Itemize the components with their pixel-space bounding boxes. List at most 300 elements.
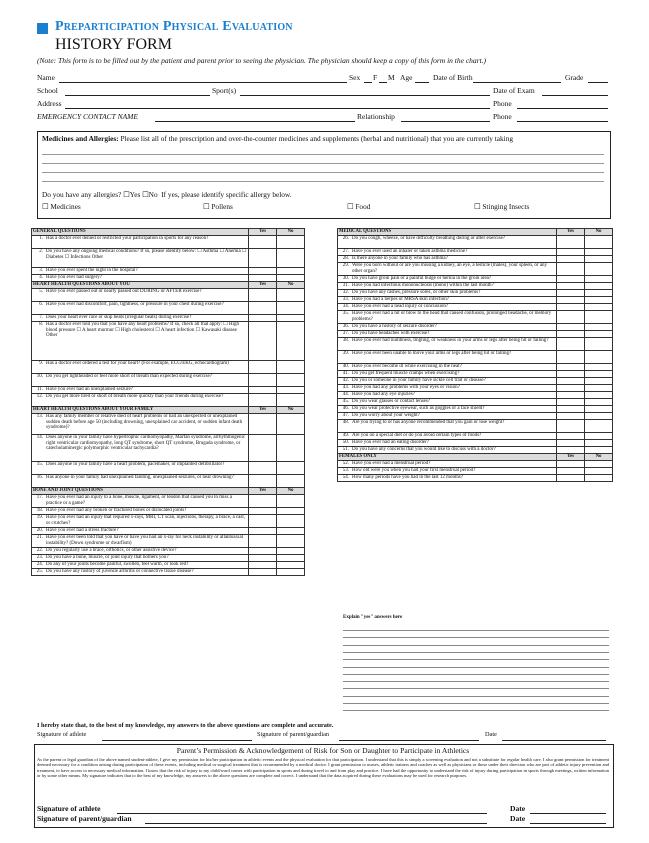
answer-yes-cell[interactable] [557,364,585,371]
answer-no-cell[interactable] [585,311,613,324]
question-row [32,435,305,462]
no-column-header: No [277,229,305,236]
permission-parent-signature[interactable] [145,823,487,824]
question-row [32,548,305,555]
explain-line[interactable] [343,696,609,697]
question-row [338,290,613,297]
right-questions-table [337,228,613,482]
answer-yes-cell[interactable] [249,535,277,548]
question-text: Have you ever become ill while exercising in the heat? [351,364,557,371]
question-number: 44. [338,392,352,399]
yes-column-header: Yes [557,229,585,236]
question-number: 54. [338,475,352,482]
answer-yes-cell[interactable] [249,548,277,555]
yes-column-header: Yes [249,488,277,495]
answer-yes-cell[interactable] [557,276,585,283]
left-questions-table [31,228,305,576]
yes-column-header: Yes [557,454,585,461]
question-number: 37. [338,331,352,338]
answer-yes-cell[interactable] [557,399,585,406]
allergy-no-checkbox[interactable]: ☐ [142,190,149,199]
question-number: 23. [32,555,46,562]
question-text: Have you ever had an injury that required x-rays, MRI, CT scan, injections, therapy, a brace, a cast, or crutches? [45,515,249,528]
question-text: Do you regularly use a brace, orthotics, or other assistive device? [45,548,249,555]
explain-label: Explain "yes" answers here [343,615,403,620]
question-number: 41. [338,371,352,378]
question-number: 45. [338,399,352,406]
answer-yes-cell[interactable] [557,447,585,454]
question-row [32,361,305,374]
answer-no-cell[interactable] [277,249,305,268]
question-number: 3. [32,268,46,275]
question-number: 12. [32,394,46,407]
explain-line[interactable] [343,659,609,660]
no-column-header: No [277,282,305,289]
no-column-header: No [585,229,613,236]
no-column-header: No [585,454,613,461]
question-number: 4. [32,275,46,282]
answer-yes-cell[interactable] [557,468,585,475]
medicines-line[interactable] [42,181,604,182]
question-text: Have you ever used an inhaler or taken asthma medicine? [351,249,557,256]
phone-field[interactable] [517,108,608,109]
question-text: Do you have any rashes, pressure sores, or other skin problems? [351,290,557,297]
answer-yes-cell[interactable] [249,322,277,361]
question-text: Have you had any problems with your eyes or vision? [351,385,557,392]
answer-yes-cell[interactable] [249,414,277,435]
answer-no-cell[interactable] [277,302,305,315]
question-number: 6. [32,302,46,315]
question-text: Have you ever had surgery? [45,275,249,282]
question-row [32,394,305,407]
question-text: Do you have any concerns that you would like to discuss with a doctor? [351,447,557,454]
question-number: 31. [338,283,352,290]
question-row [32,268,305,275]
explain-line[interactable] [343,637,609,638]
section-title: GENERAL QUESTIONS [32,229,249,236]
answer-yes-cell[interactable] [557,236,585,249]
answer-no-cell[interactable] [585,338,613,351]
question-row [338,413,613,420]
answer-yes-cell[interactable] [557,256,585,263]
answer-no-cell[interactable] [585,256,613,263]
date-exam-field[interactable] [542,95,608,96]
question-row [338,276,613,283]
answer-no-cell[interactable] [585,276,613,283]
question-text: Have you ever had any broken or fractured bones or dislocated joints? [45,508,249,515]
question-row [338,447,613,454]
medicines-box [37,131,611,219]
answer-no-cell[interactable] [277,515,305,528]
permission-title: Parent’s Permission & Acknowledgement of Risk for Son or Daughter to Participate in Athletics [176,746,470,755]
question-text: Have you ever passed out or nearly passed out DURING or AFTER exercise? [45,289,249,302]
question-text: Have you ever spent the night in the hospital? [45,268,249,275]
explain-line[interactable] [343,688,609,689]
answer-no-cell[interactable] [277,374,305,387]
question-text: Do you have any ongoing medical conditions? If so, please identify below: ☐ Asthma ☐ Anemia ☐ Diabetes ☐ Infections Other [45,249,249,268]
permission-parent-date[interactable] [530,823,606,824]
answer-no-cell[interactable] [277,495,305,508]
form-title: Preparticipation Physical Evaluation [55,19,293,34]
answer-no-cell[interactable] [277,322,305,361]
medicines-text: Please list all of the prescription and over-the-counter medicines and supplements (herbal and nutritional) that you are currently taking [120,134,513,143]
question-number: 38. [338,338,352,351]
section-header [32,282,305,289]
answer-no-cell[interactable] [585,304,613,311]
answer-yes-cell[interactable] [557,392,585,399]
answer-no-cell[interactable] [585,324,613,331]
question-text: Have you had any eye injuries? [351,392,557,399]
explain-line[interactable] [343,630,609,631]
question-row [338,338,613,351]
relationship-field[interactable] [401,121,490,122]
question-row [338,263,613,276]
section-title: HEART HEALTH QUESTIONS ABOUT YOU [32,282,249,289]
section-header [338,454,613,461]
question-number: 15. [32,462,46,475]
answer-no-cell[interactable] [585,371,613,378]
emergency-phone-field[interactable] [517,121,608,122]
statement-date[interactable] [502,740,606,741]
question-text: Are you trying to or has anyone recommended that you gain or lose weight? [351,420,557,433]
section-header [32,488,305,495]
question-row [32,562,305,569]
question-number: 47. [338,413,352,420]
allergy-yes-checkbox[interactable]: ☐ [123,190,130,199]
answer-yes-cell[interactable] [249,475,277,488]
answer-yes-cell[interactable] [249,562,277,569]
question-row [32,275,305,282]
dob-field[interactable] [473,82,561,83]
answer-yes-cell[interactable] [557,324,585,331]
question-text: Have you ever had an unexplained seizure? [45,387,249,394]
answer-yes-cell[interactable] [249,275,277,282]
question-text: Does anyone in your family have a heart problem, pacemaker, or implanted defibrillator? [45,462,249,475]
answer-yes-cell[interactable] [249,569,277,576]
question-number: 28. [338,256,352,263]
question-row [32,374,305,387]
medicines-line[interactable] [42,163,604,164]
question-row [338,311,613,324]
question-row [32,414,305,435]
question-text: Have you ever had an injury to a bone, muscle, ligament, or tendon that caused you to miss a practice or a game? [45,495,249,508]
answer-yes-cell[interactable] [249,249,277,268]
statement-signature-row: Signature of athlete Signature of parent/guardian Date [37,731,609,742]
answer-no-cell[interactable] [585,290,613,297]
question-number: 9. [32,361,46,374]
answer-no-cell[interactable] [585,406,613,413]
question-row [32,236,305,249]
question-row [338,297,613,304]
age-field[interactable] [415,82,429,83]
question-row [32,508,305,515]
school-field[interactable] [65,95,210,96]
emergency-contact-field[interactable] [155,121,355,122]
answer-no-cell[interactable] [277,569,305,576]
answer-yes-cell[interactable] [557,283,585,290]
question-row [338,371,613,378]
answer-no-cell[interactable] [585,236,613,249]
question-number: 46. [338,406,352,413]
answer-yes-cell[interactable] [557,461,585,468]
yes-column-header: Yes [249,282,277,289]
answer-yes-cell[interactable] [557,304,585,311]
medicines-line[interactable] [42,172,604,173]
question-number: 50. [338,440,352,447]
question-number: 2. [32,249,46,268]
question-row [338,364,613,371]
answer-no-cell[interactable] [585,297,613,304]
question-text: Have you ever had a head injury or concussion? [351,304,557,311]
section-title: BONE AND JOINT QUESTIONS [32,488,249,495]
question-text: Have you ever been unable to move your arms or legs after being hit or falling? [351,351,557,364]
answer-no-cell[interactable] [277,435,305,462]
answer-no-cell[interactable] [277,562,305,569]
allergy-medicines[interactable]: ☐ Medicines [42,202,81,211]
question-row [338,433,613,440]
form-note: (Note: This form is to be filled out by the patient and parent prior to seeing the physician. The physician should keep a copy of this form in the chart.) [37,56,487,65]
answer-yes-cell[interactable] [557,420,585,433]
section-title: MEDICAL QUESTIONS [338,229,557,236]
question-number: 20. [32,528,46,535]
answer-no-cell[interactable] [585,283,613,290]
answer-no-cell[interactable] [277,475,305,488]
question-number: 10. [32,374,46,387]
question-text: Have you ever had a menstrual period? [351,461,557,468]
answer-yes-cell[interactable] [249,361,277,374]
question-row [338,331,613,338]
question-number: 48. [338,420,352,433]
answer-no-cell[interactable] [277,528,305,535]
answer-yes-cell[interactable] [249,495,277,508]
answer-no-cell[interactable] [585,447,613,454]
answer-no-cell[interactable] [277,555,305,562]
question-text: Do you have groin pain or a painful bulge or hernia in the groin area? [351,276,557,283]
question-row [32,569,305,576]
answer-yes-cell[interactable] [557,371,585,378]
sports-field[interactable] [240,95,490,96]
answer-yes-cell[interactable] [557,290,585,297]
question-text: Have you ever had discomfort, pain, tightness, or pressure in your chest during exercise? [45,302,249,315]
emergency-row: EMERGENCY CONTACT NAME Relationship Phone [37,112,609,123]
answer-yes-cell[interactable] [249,555,277,562]
question-number: 49. [338,433,352,440]
answer-no-cell[interactable] [585,475,613,482]
answer-no-cell[interactable] [585,364,613,371]
question-row [32,475,305,488]
statement-athlete-signature[interactable] [102,740,252,741]
question-row [338,440,613,447]
address-field[interactable] [65,108,490,109]
question-text: Do you have a history of seizure disorder? [351,324,557,331]
answer-no-cell[interactable] [585,399,613,406]
answer-yes-cell[interactable] [249,508,277,515]
question-number: 30. [338,276,352,283]
question-row [338,392,613,399]
permission-parent-row: Signature of parent/guardian Date [37,814,609,825]
answer-yes-cell[interactable] [249,315,277,322]
question-number: 36. [338,324,352,331]
answer-no-cell[interactable] [585,331,613,338]
answer-yes-cell[interactable] [249,515,277,528]
answer-no-cell[interactable] [585,351,613,364]
explain-line[interactable] [343,681,609,682]
answer-yes-cell[interactable] [557,378,585,385]
answer-no-cell[interactable] [585,392,613,399]
sex-m-blank[interactable] [379,82,387,83]
answer-yes-cell[interactable] [557,338,585,351]
question-number: 33. [338,297,352,304]
question-number: 51. [338,447,352,454]
question-text: Do you get lightheaded or feel more short of breath than expected during exercise? [45,374,249,387]
question-row [338,385,613,392]
question-text: Has a doctor ever ordered a test for your heart? (For example, ECG/EKG, echocardiogram) [45,361,249,374]
answer-no-cell[interactable] [585,461,613,468]
question-row [32,302,305,315]
answer-no-cell[interactable] [277,268,305,275]
answer-yes-cell[interactable] [557,406,585,413]
answer-no-cell[interactable] [585,378,613,385]
answer-no-cell[interactable] [585,249,613,256]
answer-no-cell[interactable] [277,414,305,435]
answer-yes-cell[interactable] [249,302,277,315]
question-number: 42. [338,378,352,385]
answer-yes-cell[interactable] [557,249,585,256]
grade-field[interactable] [588,82,608,83]
answer-yes-cell[interactable] [557,311,585,324]
question-row [338,236,613,249]
answer-yes-cell[interactable] [557,263,585,276]
answer-no-cell[interactable] [277,508,305,515]
answer-yes-cell[interactable] [249,374,277,387]
answer-no-cell[interactable] [277,387,305,394]
answer-no-cell[interactable] [277,275,305,282]
sex-f-blank[interactable] [364,82,372,83]
answer-yes-cell[interactable] [557,385,585,392]
answer-yes-cell[interactable] [249,528,277,535]
question-number: 1. [32,236,46,249]
no-column-header: No [277,407,305,414]
address-row: Address Phone [37,99,609,110]
answer-no-cell[interactable] [585,468,613,475]
answer-no-cell[interactable] [277,289,305,302]
yes-column-header: Yes [249,407,277,414]
answer-yes-cell[interactable] [249,268,277,275]
answer-no-cell[interactable] [585,433,613,440]
answer-yes-cell[interactable] [557,297,585,304]
answer-yes-cell[interactable] [249,462,277,475]
question-row [338,378,613,385]
answer-yes-cell[interactable] [249,236,277,249]
question-text: Has a doctor ever told you that you have any heart problems? If so, check all that apply: ☐ High blood pressure ☐ A heart murmur ☐ High cholesterol ☐ A heart infection ☐ Kawasaki disease Other [45,322,249,361]
allergy-question-row: Do you have any allergies? ☐Yes ☐No If yes, please identify specific allergy below. [42,190,292,199]
question-text: Do you have headaches with exercise? [351,331,557,338]
answer-yes-cell[interactable] [557,351,585,364]
answer-no-cell[interactable] [277,361,305,374]
question-row [32,387,305,394]
answer-no-cell[interactable] [277,236,305,249]
question-row [32,555,305,562]
explain-line[interactable] [343,652,609,653]
answer-yes-cell[interactable] [249,394,277,407]
answer-no-cell[interactable] [277,548,305,555]
question-number: 5. [32,289,46,302]
explain-line[interactable] [343,703,609,704]
permission-body: As the parent or legal guardian of the above named student-athlete, I give my permission for his/her participation in athletic events and the physical evaluation for that participation. I understand that this is simply a screening evaluation and not a substitute for regular health care. I also grant permission for treatment deemed necessary for a condition arising during participation of these events, including medical or surgical treatment that is recommended by a medical doctor. I grant permission to nurses, athletic trainers and coaches as well as physicians or those under their direction who are part of athletic injury prevention and treatment, to have access to necessary medical information. I know that the risk of injury to my child/ward comes with participation in sports and during travel to and from play and practice. I have had the opportunity to understand the risk of injury during participation in sports through meetings, written information or by some other means. My signature indicates that to the best of my knowledge, my answers to the above questions are complete and correct. I understand that the data acquired during these evaluations may be used for research purposes. [37,757,609,778]
answer-no-cell[interactable] [277,535,305,548]
explain-line[interactable] [343,667,609,668]
allergy-pollens[interactable]: ☐ Pollens [203,202,233,211]
question-text: Do you cough, wheeze, or have difficulty breathing during or after exercise? [351,236,557,249]
answer-no-cell[interactable] [277,315,305,322]
answer-yes-cell[interactable] [557,440,585,447]
answer-no-cell[interactable] [277,394,305,407]
answer-yes-cell[interactable] [249,289,277,302]
answer-yes-cell[interactable] [557,331,585,338]
answer-no-cell[interactable] [585,263,613,276]
answer-no-cell[interactable] [277,462,305,475]
question-text: Have you ever had an eating disorder? [351,440,557,447]
explain-line[interactable] [343,645,609,646]
answer-yes-cell[interactable] [249,387,277,394]
form-subtitle: HISTORY FORM [55,36,172,53]
question-text: Has anyone in your family had unexplained fainting, unexplained seizures, or near drowning? [45,475,249,488]
question-number: 32. [338,290,352,297]
answer-no-cell[interactable] [585,413,613,420]
answer-yes-cell[interactable] [557,475,585,482]
question-text: How many periods have you had in the last 12 months? [351,475,557,482]
question-number: 16. [32,475,46,488]
question-row [338,475,613,482]
question-row [338,468,613,475]
medicines-line[interactable] [42,154,604,155]
question-text: Has a doctor ever denied or restricted your participation in sports for any reason? [45,236,249,249]
question-text: Do you get more tired or short of breath more quickly than your friends during exercise? [45,394,249,407]
question-row [338,304,613,311]
question-text: Do you wear glasses or contact lenses? [351,399,557,406]
question-number: 17. [32,495,46,508]
question-text: Have you ever had a stress fracture? [45,528,249,535]
question-text: Is there anyone in your family who has asthma? [351,256,557,263]
allergy-food[interactable]: ☐ Food [347,202,371,211]
name-field[interactable] [59,82,347,83]
question-number: 24. [32,562,46,569]
question-number: 35. [338,311,352,324]
question-text: Have you had a herpes or MRSA skin infection? [351,297,557,304]
question-row [32,289,305,302]
answer-yes-cell[interactable] [557,433,585,440]
question-row [32,515,305,528]
answer-no-cell[interactable] [585,420,613,433]
explain-line[interactable] [343,710,609,711]
question-text: Have you had infectious mononucleosis (mono) within the last month? [351,283,557,290]
statement-parent-signature[interactable] [339,740,479,741]
answer-no-cell[interactable] [585,440,613,447]
question-number: 26. [338,236,352,249]
question-row [338,406,613,413]
question-text: Do you have any history of juvenile arthritis or connective tissue disease? [45,569,249,576]
question-number: 52. [338,461,352,468]
question-number: 19. [32,515,46,528]
answer-yes-cell[interactable] [249,435,277,462]
medicines-label: Medicines and Allergies: [42,134,119,143]
explain-line[interactable] [343,674,609,675]
answer-no-cell[interactable] [585,385,613,392]
allergy-stinging-insects[interactable]: ☐ Stinging Insects [474,202,530,211]
answer-yes-cell[interactable] [557,413,585,420]
permission-athlete-row: Signature of athlete Date [37,804,609,815]
name-row: Name Sex F M Age Date of Birth Grade [37,73,609,84]
